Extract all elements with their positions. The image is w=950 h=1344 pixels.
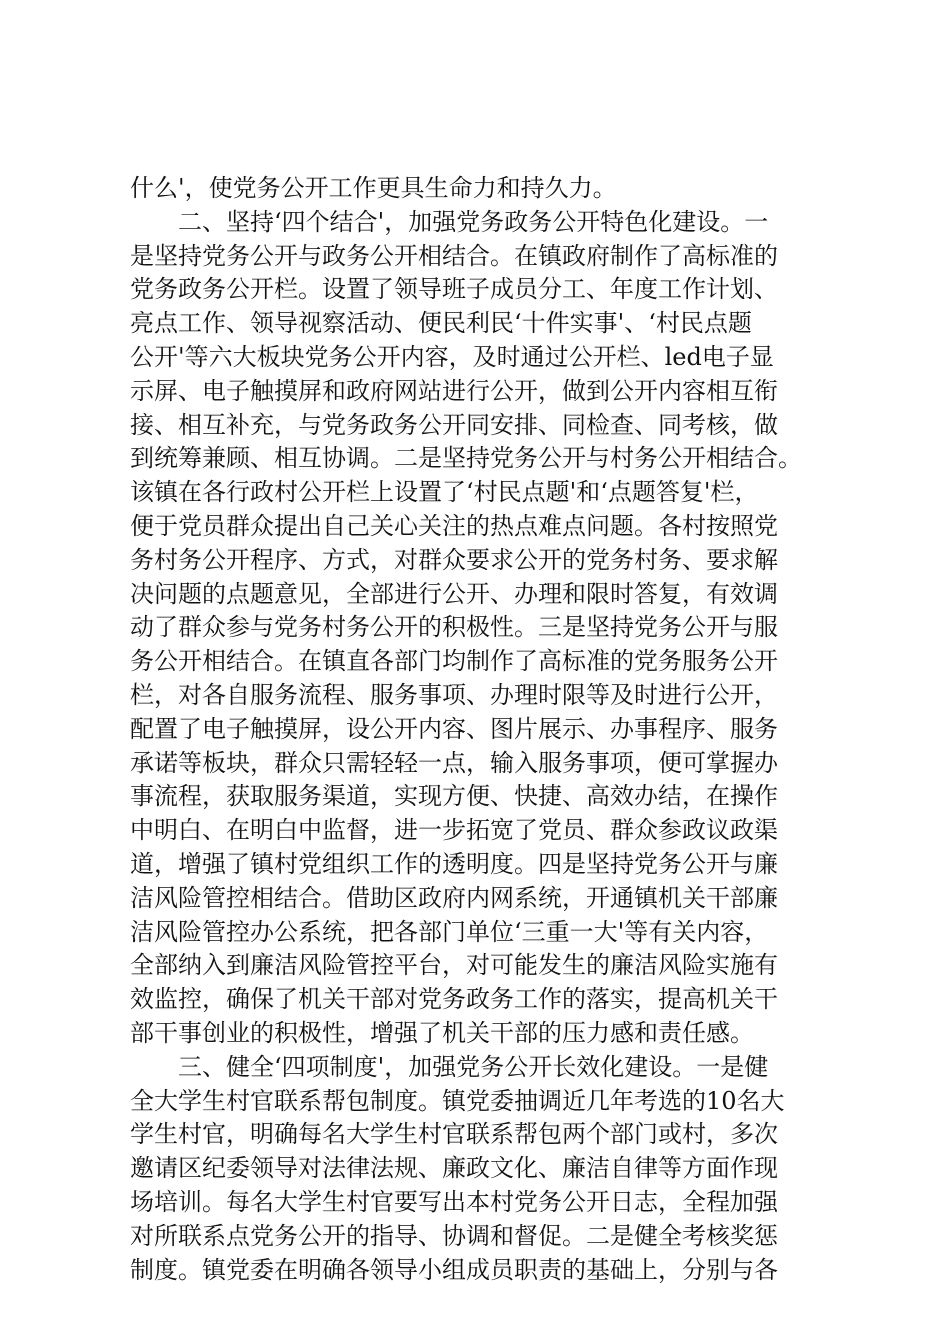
text-line: 务公开相结合。在镇直各部门均制作了高标准的党务服务公开 [130,647,778,676]
text-line: 栏，对各自服务流程、服务事项、办理时限等及时进行公开， [130,680,778,709]
text-line: 是坚持党务公开与政务公开相结合。在镇政府制作了高标准的 [130,241,778,270]
text-line: 二、坚持‘四个结合'，加强党务政务公开特色化建设。一 [178,207,769,236]
text-line: 中明白、在明白中监督，进一步拓宽了党员、群众参政议政渠 [130,816,778,845]
document-body [130,172,830,1287]
text-line: 公开'等六大板块党务公开内容，及时通过公开栏、led电子显 [130,342,774,371]
text-line: 场培训。每名大学生村官要写出本村党务公开日志，全程加强 [130,1187,778,1216]
text-line: 全部纳入到廉洁风险管控平台，对可能发生的廉洁风险实施有 [130,951,778,980]
text-line: 洁风险管控相结合。借助区政府内网系统，开通镇机关干部廉 [130,883,778,912]
text-line: 便于党员群众提出自己关心关注的热点难点问题。各村按照党 [130,511,778,540]
text-line: 到统筹兼顾、相互协调。二是坚持党务公开与村务公开相结合。 [130,444,802,473]
text-line: 什么'，使党务公开工作更具生命力和持久力。 [130,174,617,202]
text-line: 三、健全‘四项制度'，加强党务公开长效化建设。一是健 [178,1052,769,1081]
text-line: 全大学生村官联系帮包制度。镇党委抽调近几年考选的10名大 [130,1086,785,1115]
text-line: 部干事创业的积极性，增强了机关干部的压力感和责任感。 [130,1018,754,1047]
text-line: 效监控，确保了机关干部对党务政务工作的落实，提高机关干 [130,985,778,1014]
text-line: 亮点工作、领导视察活动、便民利民‘十件实事'、‘村民点题 [130,309,752,338]
text-line: 配置了电子触摸屏，设公开内容、图片展示、办事程序、服务 [130,714,778,743]
text-line: 邀请区纪委领导对法律法规、廉政文化、廉洁自律等方面作现 [130,1154,778,1183]
text-line: 承诺等板块，群众只需轻轻一点，输入服务事项，便可掌握办 [130,748,778,777]
text-line: 示屏、电子触摸屏和政府网站进行公开，做到公开内容相互衔 [130,376,778,405]
text-line: 学生村官，明确每名大学生村官联系帮包两个部门或村，多次 [130,1120,778,1149]
text-line: 务村务公开程序、方式，对群众要求公开的党务村务、要求解 [130,545,778,574]
text-line: 事流程，获取服务渠道，实现方便、快捷、高效办结，在操作 [130,782,778,811]
text-line: 接、相互补充，与党务政务公开同安排、同检查、同考核，做 [130,410,778,439]
text-line: 洁风险管控办公系统，把各部门单位‘三重一大'等有关内容， [130,917,769,946]
text-line: 道，增强了镇村党组织工作的透明度。四是坚持党务公开与廉 [130,849,778,878]
text-line: 该镇在各行政村公开栏上设置了‘村民点题'和‘点题答复'栏， [130,478,759,507]
text-line: 对所联系点党务公开的指导、协调和督促。二是健全考核奖惩 [130,1221,778,1250]
text-line: 党务政务公开栏。设置了领导班子成员分工、年度工作计划、 [130,275,778,304]
text-line: 动了群众参与党务村务公开的积极性。三是坚持党务公开与服 [130,613,778,642]
text-line: 制度。镇党委在明确各领导小组成员职责的基础上，分别与各 [130,1255,778,1284]
text-line: 决问题的点题意见，全部进行公开、办理和限时答复，有效调 [130,579,778,608]
